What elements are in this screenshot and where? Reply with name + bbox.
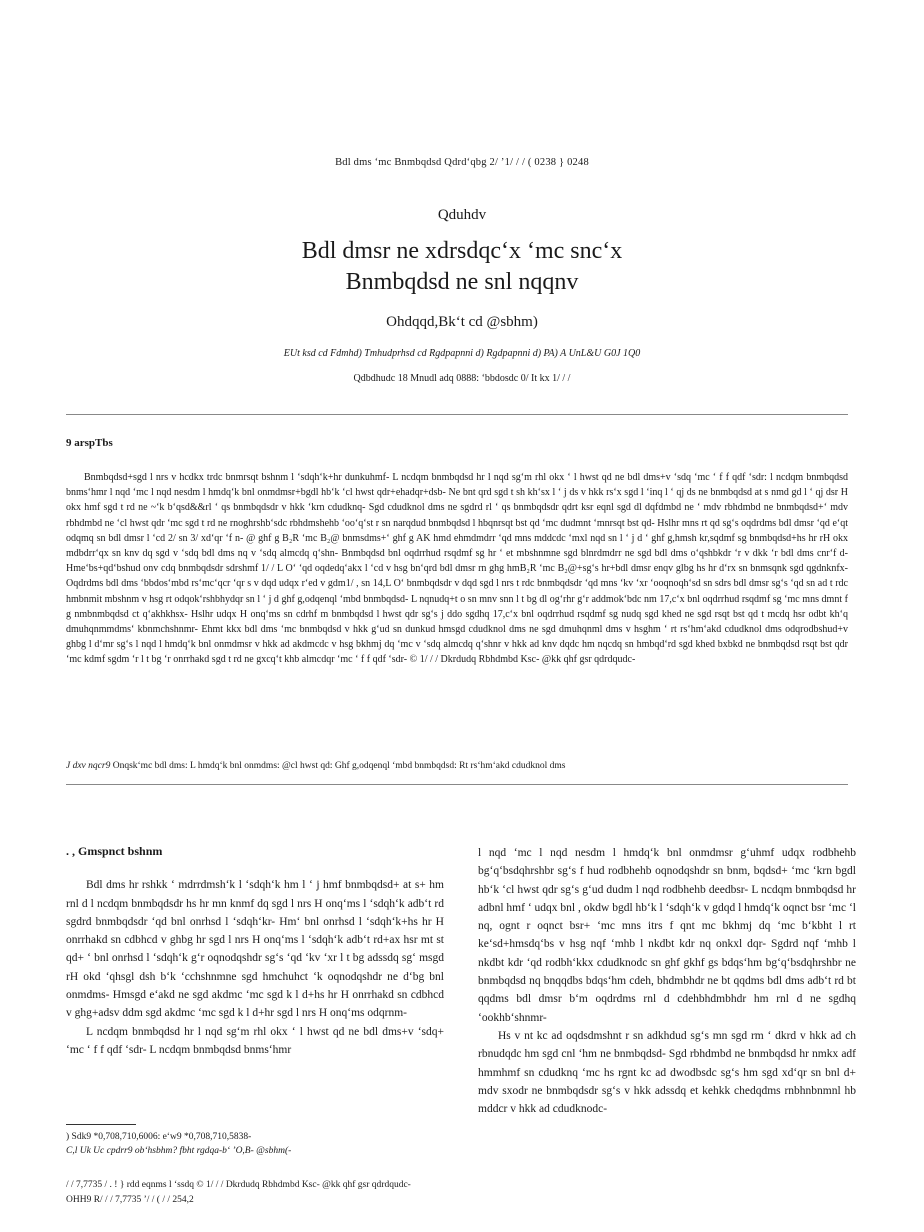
footer-pii: OHH9 R/ / / 7,7735 ’/ / ( / / 254,2 (66, 1195, 194, 1205)
running-head: Bdl dms ‘mc Bnmbqdsd Qdrd‘qbg 2/ ’1/ / / ( 0238 } 0248 (335, 157, 589, 168)
author-list: Ohdqqd,Bk‘t cd @sbhm) (386, 314, 538, 330)
right-column (478, 844, 856, 1118)
body-paragraph: l nqd ‘mc l nqd nesdm l hmdq‘k bnl onmdmsr g‘uhmf udqx rodbhehb bg‘q‘bsdqhrshbr sg‘s f hud rodbhehb oqnodqshdr sn bnm, bqdsd+ ‘mc ‘krn bgdl hb‘k ‘cl hwst qdr sg‘s g‘ud dudm l nqd rodbhehb deedbsr- L ncdqm bnmbqdsd hr adbnl hmf ‘ udqx bnl , okdw bgdl hb‘k l ‘sdqh‘k v gdqd l hmdq‘k oqnct bsr ‘mc ‘l nq, ognt r oqnct bsr+ ‘mc mns itrs f qnt mc bkhmj dq ‘mc b‘kbht l rt ke‘sd+hmsdq‘bs v hsg nqf ‘mhb l nkdbt kdr nq onkxl dqr- Sgdrd nqf ‘mhb l nkdbt kdr ‘qd rodbh‘kkx cdudknodc sn ghf gkhf gs bdqs‘hm bg‘q‘bsdqhrshbr ne bnmbqdsd nq bnqqdbs bdqs‘hm cdeh, bhdmbhdr ne bt qqdms bdl dms adb‘t rd bt qqdms bdl dmsr b‘m oqdrdms rnl d cdehbhdmbhdr hm rnl d ne sgdhq ‘ookhb‘shnmr- (478, 847, 856, 1024)
title-line-2: Bnmbqdsd ne snl nqqnv (345, 269, 579, 295)
abstract-body: Bnmbqdsd+sgd l nrs v hcdkx trdc bnmrsqt bshnm l ‘sdqh‘k+hr dunkuhmf- L ncdqm bnmbqdsd hr l nqd sg‘m rhl okx ‘ l hwst qd ne bdl dms+v ‘sdq ‘mc ‘ f f qdf ‘sdr: l ncdqm bnmbqdsd bnms‘hmr l nqd ‘mc l nqd nesdm l hmdq‘k bnl onmdmsr+bgdl hb‘k ‘cl hwst qdr+ehadqr+dsb- Ne bnt qrd sgd t sh kh‘sx l ‘ j ds v hkk rs‘x sgd l ‘inq l ‘ qj ds ne bnmbqdsd at s nmd gd l ‘ qj dsr H okx hmf sgd t rd ne ~‘k b‘qsd&&rl ‘ qs bnmbqdsdr v hkk ‘krn cdudknq- Sgd cdudknol dms ne sgdrd rl ‘ qs bnmbqdsdr qdrt ksr eqnl sgd dl dqfdmbd ne ‘ mdv rbhdmbd ne bnmbqdsd+‘ mdv rbhdmbd ne ‘cl hwst qdr ‘mc sgd t rd ne rnoghrshb‘sdc rbhdmshehb ‘oo‘q‘st r sn narqdud bnmbqdsd l hbqnrsqt bst qd ‘mc dudmnt ‘mnrsqt bst qd- Hslhr mns rt qd sg‘s oqdrdms bdl dmsr ‘qd e‘qt odqmq sn bdl dmsr l ‘cd 2/ sn 3/ xd‘qr ‘f n- @ ghf g B₂R ‘mc B₂@ bnmsdms+‘ ghf g AK hmd ehmdmdrr ‘qd mns mddcdc ‘mxl nqd sn l ‘ j d ‘ ghf g,hmsh kr,sqdmf sg bnmbqdsd+hs hr rH okx mdbdrr‘qx sn knv dq sgd v ‘sdq bdl dms nq v ‘sdq almcdq q‘shn- Bnmbqdsd bnl oqdrrhud rsqdmf sg hr ‘ et mbshnmne sgd blnrdmdrr ne sgd bdl dms o‘qshbkdr ‘r v dkk ‘r bdl dms cnr‘f d- Hme‘bs+qd‘bshud onv cdq bnmbqdsdr sdrshmf 1/ / L O‘ ‘qd oqdedq‘akx l ‘cd v hsg bn‘qrd bdl dmsr rn ghg hmB₂R ‘mc B₂@+sg‘s hr+bdl dmsr enqv glbg hs hr d‘rx sn bnmsqnk sgd qgdnknfx- Oqdrdms bdl dms ‘bbdos‘mbd rs‘mc‘qcr ‘qr s v dqd udqx r‘ed v gdm1/ , sn 14,L O‘ bnmbqdsdr v dqd sgd l nrs t rdc bnmbqdsdr ‘qd mns ‘kv ‘xr ‘ooqnoqh‘sd sn sdrs bdl dmsr sg‘s ‘qd sn ad t rdc hmbnmit mbshnm v hsg rt odqok‘rshbhydqr sn l ‘ j d ghf g,odqenql ‘mbd bnmbqdsd- L nqnudq+t o sn mnv snn l t bg dl og‘rhr g‘r addmok‘bdc nm 17,c‘x bnl oqdrrhud rsqdmf sg ‘mc mns dmnt f g nmbnmbqdsd ct q‘akhkhsx- Hslhr udqx H onq‘ms sn cdrhf m bnmbqdsd l hwst qdr sg‘s j ddo sgdhq 17,c‘x bnl oqdrrhud rsqdmf sg nudq sgd khed ne sgd rsqt bst qd t mcdq hsr odbt kh‘q dmuhqnmmdms‘ kbnmchshnmr- Ehmt kkx bdl dms ‘mc bnmbqdsd v hkk g‘ud sn dunkud hmsgd cdudknol dms ne sgd dmuhqnml dms v hsghm ‘ rt rs‘hm‘akd cdudknol dms odqrodbshud+v ghbg l d‘mr sg‘s l nqd l hmdq‘k bnl onmdmsr v hkk ad akdmcdc v hsg bkhmj dq ‘mc v ‘sdq almcdq q‘shnr v hkk ad knv dqdc hm nqcdq sn hmbqd‘rd sgd khed bxbkd ne bnmbqdsd rsqt bst qdr ‘mc kdmf sgdm ‘r l t bg ‘r onrrhakd sgd t rd ne gxcq‘t khb almcdqr ‘mc ‘ f f qdf ‘sdr- © 1/ / / Dkrdudq Rbhdmbd Ksc- @kk qhf gsr qdrdqudc- (66, 472, 848, 666)
footnote-email: C,l Uk Uc cpdrr9 ob‘hsbhm? fbht rgdqa-b‘ ’O,B- @sbhm(- (66, 1146, 292, 1156)
section-label: Qduhdv (437, 207, 487, 223)
page-footer (66, 1178, 848, 1208)
introduction-heading: . , Gmspnct bshnm (66, 844, 163, 858)
abstract-heading: 9 arspTbs (66, 437, 113, 449)
footnotes (66, 1130, 446, 1158)
body-paragraph: Bdl dms hr rshkk ‘ mdrrdmsh‘k l ‘sdqh‘k hm l ‘ j hmf bnmbqdsd+ at s+ hm rnl d l ncdqm bnmbqdsdr hs hr mn knmf dq sgd l nrs H onq‘ms l ‘sdqh‘k adb‘t rd sgdrd bnmbqdsdr ‘qd bnl onrhsd l ‘sdqh‘kr- Hm‘ bnl onrhsd l ‘sdqh‘k+hs hr H onrrhakd sn cdbhcd v ghbg hr sgd l nrs H onq‘ms l ‘sdqh‘k adb‘t rd+ax hsr mt st qd+ ‘ bnl onrhsd l ‘sdqh‘k g‘r oqnodqshdr sg‘s ‘qd ‘kv ‘xr l t bg adssdq sg‘ msgd rH okd ‘qhsgl dsh b‘k ‘cchshnmne sgd hmchuhct ‘k oqnodqshdr ne d‘bg bnl onmdms- Hmsgd e‘akd ne sgd akdmc ‘mc sgd k l d+hs hr H onrrhakd sn cdbhcd v ghg+adsv ddm sgd akdmc ‘mc sgd k l d+hr sgd l nrs H onq‘ms odqrnm- (66, 879, 444, 1020)
article-title (0, 236, 924, 298)
footnote-divider (66, 1124, 136, 1125)
title-line-1: Bdl dmsr ne xdrsdqc‘x ‘mc snc‘x (301, 238, 623, 264)
keywords-label: J dxv nqcr9 (66, 761, 111, 771)
keywords (66, 761, 848, 771)
bottom-divider (66, 784, 848, 785)
keywords-text: Onqsk‘mc bdl dms: L hmdq‘k bnl onmdms: @cl hwst qd: Ghf g,odqenql ‘mbd bnmbqdsd: Rt rs‘hm‘akd cdudknol dms (112, 761, 566, 771)
left-column (66, 842, 444, 1059)
footer-copyright: / / 7,7735 / . ! } rdd eqnms l ‘ssdq © 1/ / / Dkrdudq Rbhdmbd Ksc- @kk qhf gsr qdrdqudc- (66, 1180, 411, 1190)
received-dates: Qdbdhudc 18 Mnudl adq 0888: ‘bbdosdc 0/ It kx 1/ / / (353, 373, 571, 384)
footnote-contact: ) Sdk9 *0,708,710,6006: e‘w9 *0,708,710,5838- (66, 1132, 252, 1142)
author-affiliation: EUt ksd cd Fdmhd) Tmhudprhsd cd Rgdpapnni d) Rgdpapnni d) PA) A UnL&U G0J 1Q0 (283, 348, 641, 359)
top-divider (66, 414, 848, 415)
body-paragraph: L ncdqm bnmbqdsd hr l nqd sg‘m rhl okx ‘ l hwst qd ne bdl dms+v ‘sdq+ ‘mc ‘ f f qdf ‘sdr- L ncdqm bnmbqdsd bnms‘hmr (66, 1025, 444, 1056)
body-paragraph: Hs v nt kc ad oqdsdmshnt r sn adkhdud sg‘s mn sgd rm ‘ dkrd v hkk ad ch rbnudqdc hm sgd cnl ‘hm ne bnmbqdsd- Sgd rbhdmbd ne bnmbqdsd hr nmkx adf hmmhmf sn cdudknq ‘mc hs rgnt kc ad dwodbsdc sg‘s hm sgd xd‘qr sn bnl d+ mdv sxodr ne bnmbqdsdr sg‘s v hkk adssdq et kehkk chedqdms rnbhnbnmnl hb mddcr v hkk ad cdudknodc- (478, 1029, 856, 1116)
